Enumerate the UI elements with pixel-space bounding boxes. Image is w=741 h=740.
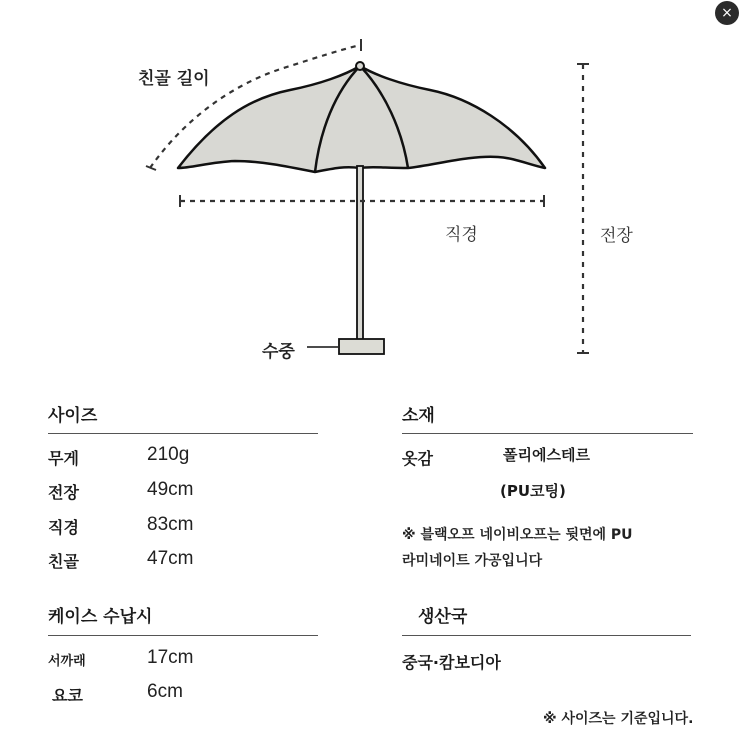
divider bbox=[402, 635, 691, 636]
spec-key-rib: 친골 bbox=[48, 552, 79, 571]
divider bbox=[402, 433, 693, 434]
material-key-fabric: 옷감 bbox=[402, 449, 433, 468]
material-value-fabric: 폴리에스테르 bbox=[503, 446, 590, 464]
spec-value-weight: 210g bbox=[147, 444, 190, 465]
spec-key-diameter: 직경 bbox=[48, 518, 79, 537]
divider bbox=[48, 433, 318, 434]
total-length-label: 전장 bbox=[600, 226, 633, 246]
spec-value-total-length: 49cm bbox=[147, 479, 194, 500]
footer-note: ※ 사이즈는 기준입니다. bbox=[543, 711, 694, 727]
diameter-label: 직경 bbox=[445, 225, 478, 245]
umbrella-canopy bbox=[178, 66, 545, 172]
material-note-line2: 라미네이트 가공입니다 bbox=[402, 553, 543, 569]
material-value-coating: (PU코팅) bbox=[500, 482, 566, 500]
handle-label: 수중 bbox=[262, 342, 295, 362]
origin-section-title: 생산국 bbox=[418, 607, 468, 627]
material-section-title: 소재 bbox=[402, 406, 435, 426]
spec-value-case-length: 17cm bbox=[147, 647, 194, 668]
close-icon: × bbox=[721, 5, 733, 21]
umbrella-shaft bbox=[357, 166, 363, 341]
spec-value-rib: 47cm bbox=[147, 548, 194, 569]
umbrella-handle bbox=[339, 339, 384, 354]
spec-key-weight: 무게 bbox=[48, 449, 79, 468]
spec-key-total-length: 전장 bbox=[48, 483, 79, 502]
case-section-title: 케이스 수납시 bbox=[48, 607, 153, 627]
origin-value: 중국·캄보디아 bbox=[402, 653, 501, 672]
rib-length-label: 친골 길이 bbox=[138, 69, 210, 89]
spec-key-case-width: 요코 bbox=[52, 686, 83, 705]
material-note-line1: ※ 블랙오프 네이비오프는 뒷면에 PU bbox=[402, 527, 633, 543]
spec-key-case-length: 서까래 bbox=[48, 654, 86, 669]
spec-value-case-width: 6cm bbox=[147, 681, 183, 702]
size-section-title: 사이즈 bbox=[48, 406, 98, 426]
spec-value-diameter: 83cm bbox=[147, 514, 194, 535]
divider bbox=[48, 635, 318, 636]
umbrella-tip bbox=[356, 62, 364, 70]
